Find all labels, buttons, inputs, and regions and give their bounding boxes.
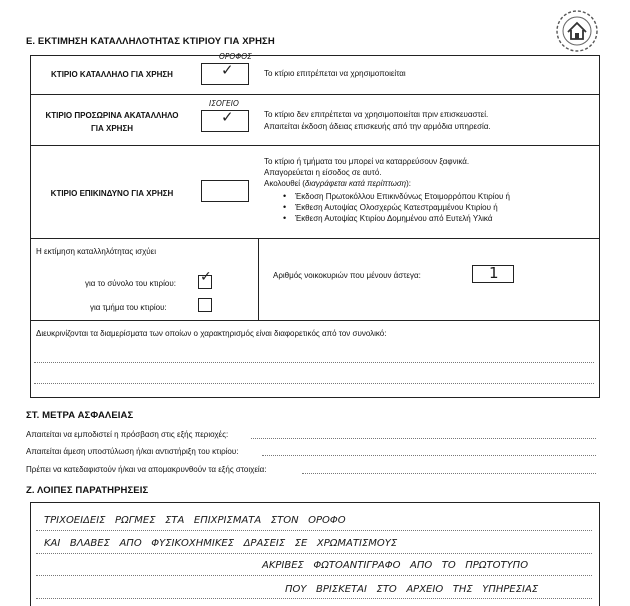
dangerous-checkbox[interactable] [201, 180, 249, 202]
section-st-title: ΣΤ. ΜΕΤΡΑ ΑΣΦΑΛΕΙΑΣ [26, 410, 134, 421]
section-e-title: Ε. ΕΚΤΙΜΗΣΗ ΚΑΤΑΛΛΗΛΟΤΗΤΑΣ ΚΤΙΡΙΟΥ ΓΙΑ ΧΡΗΣΗ [26, 36, 275, 47]
row-dangerous-desc-3: Ακολουθεί (διαγράφεται κατά περίπτωση): [264, 179, 412, 188]
validity-intro: Η εκτίμηση καταλληλότητας ισχύει [36, 247, 157, 256]
row-dangerous-desc-2: Απαγορεύεται η είσοδος σε αυτό. [264, 168, 382, 177]
row-dangerous-desc-1: Το κτίριο ή τμήματα του μπορεί να καταρρεύσουν ξαφνικά. [264, 157, 470, 166]
row-suitable-desc: Το κτίριο επιτρέπεται να χρησιμοποιείται [264, 69, 406, 78]
households-value: 1 [489, 264, 499, 282]
suitable-check-mark: ✓ [221, 61, 234, 79]
row-temp-unsuitable-desc-2: Απαιτείται έκδοση άδειας επισκευής από την αρμόδια υπηρεσία. [264, 122, 491, 131]
clarify-text: Διευκρινίζονται τα διαμερίσματα των οποίων ο χαρακτηρισμός είναι διαφορετικός από τον συνολικό: [36, 329, 387, 338]
remarks-line-4: ΠΟΥ ΒΡΙΣΚΕΤΑΙ ΣΤΟ ΑΡΧΕΙΟ ΤΗΣ ΥΠΗΡΕΣΙΑΣ [285, 584, 539, 595]
validity-whole-label: για το σύνολο του κτιρίου: [85, 279, 176, 288]
row-suitable-handnote: ΟΡΟΦΟΣ [219, 52, 252, 61]
part-building-checkbox[interactable] [198, 298, 212, 312]
safety-line-1: Απαιτείται να εμποδιστεί η πρόσβαση στις εξής περιοχές: [26, 430, 229, 439]
list-item: • Έκθεση Αυτοψίας Κτιρίου Δομημένου από Ευτελή Υλικά [283, 213, 510, 224]
house-seal-icon [552, 8, 602, 54]
temp-unsuitable-check-mark: ✓ [221, 108, 234, 126]
remarks-line-1: ΤΡΙΧΟΕΙΔΕΙΣ ΡΩΓΜΕΣ ΣΤΑ ΕΠΙΧΡΙΣΜΑΤΑ ΣΤΟΝ ΟΡΟΦΟ [44, 515, 346, 526]
row-dangerous-label: ΚΤΙΡΙΟ ΕΠΙΚΙΝΔΥΝΟ ΓΙΑ ΧΡΗΣΗ [50, 189, 174, 198]
row-temp-unsuitable-label-1: ΚΤΙΡΙΟ ΠΡΟΣΩΡΙΝΑ ΑΚΑΤΑΛΛΗΛΟ [45, 111, 179, 120]
row-temp-unsuitable-label-2: ΓΙΑ ΧΡΗΣΗ [90, 124, 134, 133]
row-temp-unsuitable-desc-1: Το κτίριο δεν επιτρέπεται να χρησιμοποιείται πριν επισκευαστεί. [264, 110, 489, 119]
section-z-title: Ζ. ΛΟΙΠΕΣ ΠΑΡΑΤΗΡΗΣΕΙΣ [26, 485, 149, 496]
whole-building-check-mark: ✓ [200, 269, 212, 285]
row-suitable-label: ΚΤΙΡΙΟ ΚΑΤΑΛΛΗΛΟ ΓΙΑ ΧΡΗΣΗ [51, 70, 173, 79]
dangerous-bullets [283, 191, 510, 224]
safety-line-3: Πρέπει να κατεδαφιστούν ή/και να απομακρυνθούν τα εξής στοιχεία: [26, 465, 267, 474]
list-item: • Έκδοση Πρωτοκόλλου Επικινδύνως Ετοιμορρόπου Κτιρίου ή [283, 191, 510, 202]
section-e-table [30, 55, 600, 398]
remarks-line-2: ΚΑΙ ΒΛΑΒΕΣ ΑΠΟ ΦΥΣΙΚΟΧΗΜΙΚΕΣ ΔΡΑΣΕΙΣ ΣΕ ΧΡΩΜΑΤΙΣΜΟΥΣ [44, 538, 398, 549]
validity-part-label: για τμήμα του κτιρίου: [90, 303, 167, 312]
list-item: • Έκθεση Αυτοψίας Ολοσχερώς Κατεστραμμένου Κτιρίου ή [283, 202, 510, 213]
households-label: Αριθμός νοικοκυριών που μένουν άστεγα: [273, 271, 421, 280]
remarks-line-3: ΑΚΡΙΒΕΣ ΦΩΤΟΑΝΤΙΓΡΑΦΟ ΑΠΟ ΤΟ ΠΡΩΤΟΤΥΠΟ [262, 560, 529, 571]
safety-line-2: Απαιτείται άμεση υποστύλωση ή/και αντιστήριξη του κτιρίου: [26, 447, 239, 456]
row-temp-unsuitable-handnote: ΙΣΟΓΕΙΟ [209, 99, 239, 108]
